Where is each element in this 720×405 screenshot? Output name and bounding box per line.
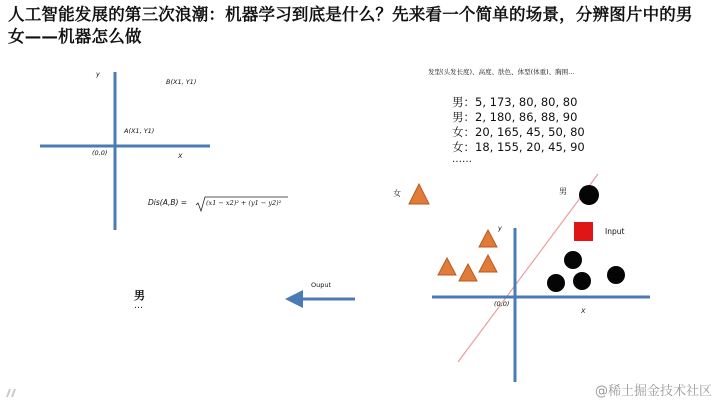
sample-row: 男：2, 180, 86, 88, 90 bbox=[452, 110, 578, 124]
result bbox=[134, 288, 145, 310]
female-triangle bbox=[479, 230, 497, 247]
samples-more: …… bbox=[452, 154, 472, 165]
female-legend-label: 女 bbox=[393, 189, 401, 198]
legend-male-circle bbox=[579, 185, 599, 205]
result-text: 男 bbox=[134, 289, 145, 302]
watermark: @稀土掘金技术社区 bbox=[594, 384, 712, 399]
male-circle bbox=[573, 272, 591, 290]
right-x-label: X bbox=[581, 307, 586, 315]
point-a-label: A(X1, Y1) bbox=[124, 127, 155, 135]
left-y-label: y bbox=[96, 70, 100, 78]
corner-logo-icon bbox=[6, 389, 16, 397]
distance-formula-radicand: (x1 − x2)² + (y1 − y2)² bbox=[206, 199, 282, 207]
female-triangle bbox=[459, 264, 477, 281]
sample-row: 女：18, 155, 20, 45, 90 bbox=[452, 140, 585, 154]
output-label: Ouput bbox=[311, 281, 332, 289]
male-circle bbox=[607, 266, 625, 284]
left-x-label: X bbox=[178, 152, 183, 160]
point-b-label: B(X1, Y1) bbox=[166, 78, 197, 86]
result-more: … bbox=[134, 301, 143, 311]
male-circle bbox=[564, 251, 582, 269]
features-header: 发型(头发长度)、高度、肤色、体型(体重)、胸围… bbox=[428, 68, 575, 76]
female-triangle bbox=[438, 258, 456, 275]
input-label: Input bbox=[605, 227, 625, 236]
distance-formula-lhs: Dis(A,B) = bbox=[148, 198, 188, 207]
sample-row: 男：5, 173, 80, 80, 80 bbox=[452, 95, 578, 109]
male-legend-label: 男 bbox=[559, 187, 567, 196]
slide-title: 人工智能发展的第三次浪潮：机器学习到底是什么？先来看一个简单的场景，分辨图片中的男女——机器怎么做 bbox=[8, 5, 693, 46]
male-circle bbox=[547, 274, 565, 292]
left-origin-label: (0,0) bbox=[92, 149, 108, 157]
female-triangle bbox=[479, 255, 497, 272]
right-origin-label: (0,0) bbox=[494, 300, 510, 308]
input-square bbox=[574, 222, 593, 241]
sample-row: 女：20, 165, 45, 50, 80 bbox=[452, 125, 585, 139]
right-y-label: y bbox=[498, 224, 502, 232]
legend-female-triangle bbox=[409, 184, 429, 204]
samples-list bbox=[452, 95, 585, 165]
